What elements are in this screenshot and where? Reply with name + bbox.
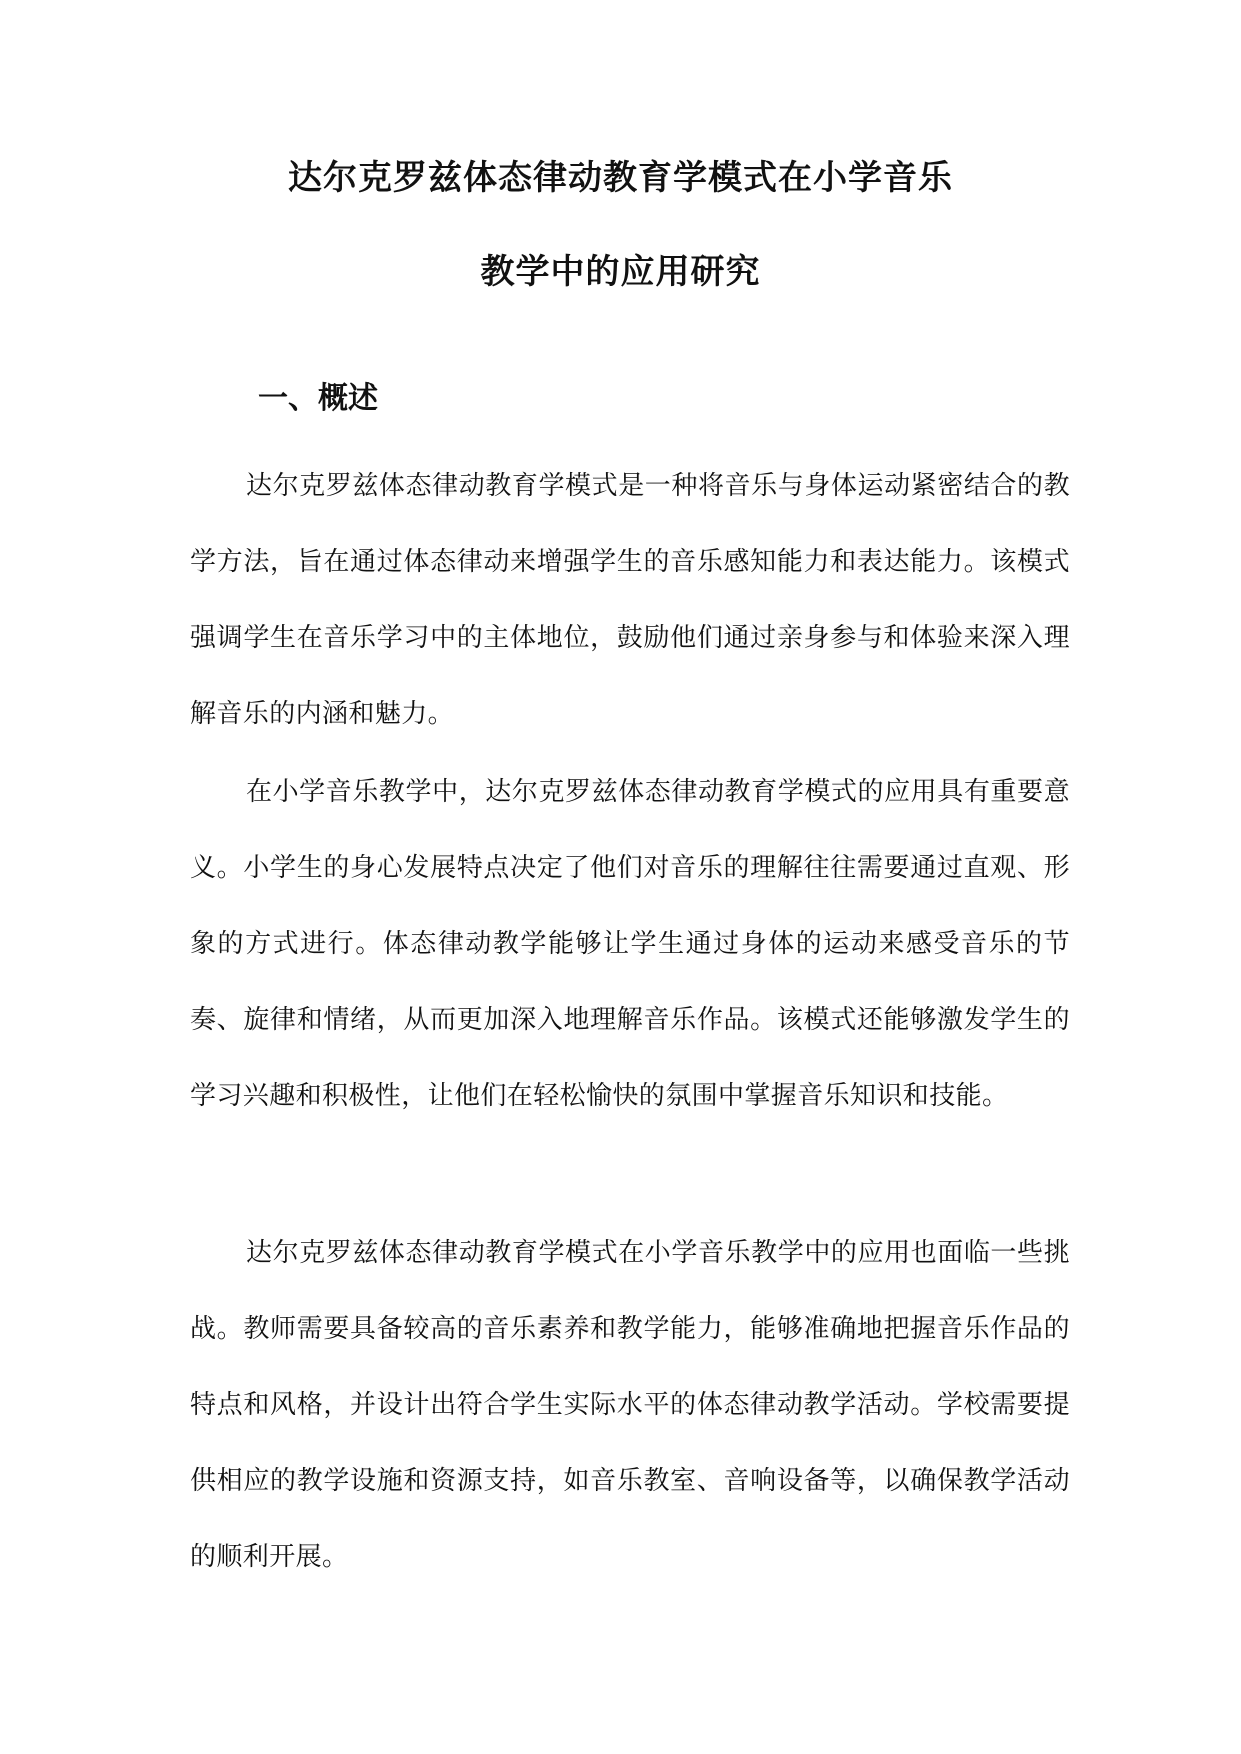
document-title-line-2: 教学中的应用研究 — [480, 252, 761, 292]
paragraph-2: 在小学音乐教学中，达尔克罗兹体态律动教育学模式的应用具有重要意义。小学生的身心发展特点决定了他们对音乐的理解往往需要通过直观、形象的方式进行。体态律动教学能够让学生通过身体的运动来感受音乐的节奏、旋律和情绪，从而更加深入地理解音乐作品。该模式还能够激发学生的学习兴趣和积极性，让他们在轻松愉快的氛围中掌握音乐知识和技能。 — [190, 777, 1070, 1111]
paragraph-3: 达尔克罗兹体态律动教育学模式在小学音乐教学中的应用也面临一些挑战。教师需要具备较高的音乐素养和教学能力，能够准确地把握音乐作品的特点和风格，并设计出符合学生实际水平的体态律动教学活动。学校需要提供相应的教学设施和资源支持，如音乐教室、音响设备等，以确保教学活动的顺利开展。 — [190, 1238, 1070, 1572]
paragraph-1: 达尔克罗兹体态律动教育学模式是一种将音乐与身体运动紧密结合的教学方法，旨在通过体态律动来增强学生的音乐感知能力和表达能力。该模式强调学生在音乐学习中的主体地位，鼓励他们通过亲身参与和体验来深入理解音乐的内涵和魅力。 — [190, 471, 1070, 729]
section-heading-overview: 一、概述 — [258, 381, 378, 416]
document-title-line-1: 达尔克罗兹体态律动教育学模式在小学音乐 — [288, 158, 953, 198]
